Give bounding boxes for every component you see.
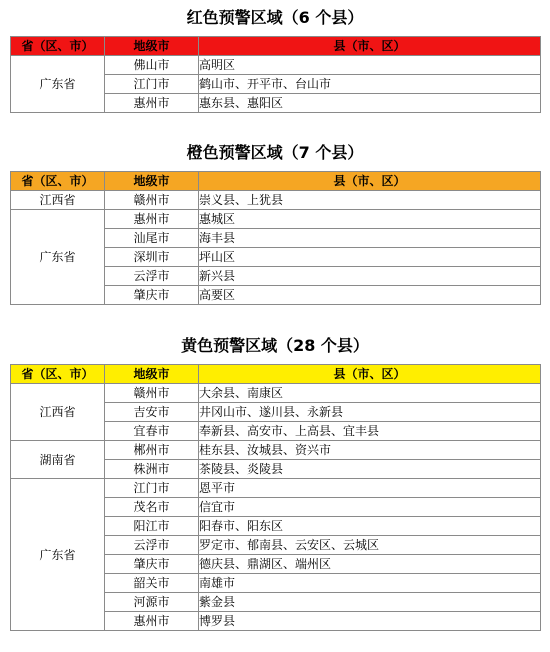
city-cell: 云浮市 [105,536,199,555]
county-cell: 崇义县、上犹县 [199,191,541,210]
city-cell: 赣州市 [105,191,199,210]
header-county: 县（市、区） [199,172,541,191]
city-cell: 肇庆市 [105,555,199,574]
county-cell: 惠城区 [199,210,541,229]
red-warning-table [10,36,541,113]
city-cell: 茂名市 [105,498,199,517]
header-city: 地级市 [105,37,199,56]
header-county: 县（市、区） [199,365,541,384]
province-cell: 广东省 [11,56,105,113]
county-cell: 茶陵县、炎陵县 [199,460,541,479]
header-province: 省（区、市） [11,37,105,56]
red-section-title: 红色预警区域（6 个县） [186,8,364,27]
city-cell: 宜春市 [105,422,199,441]
county-cell: 新兴县 [199,267,541,286]
province-cell: 江西省 [11,384,105,441]
header-county: 县（市、区） [199,37,541,56]
county-cell: 恩平市 [199,479,541,498]
city-cell: 云浮市 [105,267,199,286]
city-cell: 深圳市 [105,248,199,267]
city-cell: 肇庆市 [105,286,199,305]
county-cell: 阳春市、阳东区 [199,517,541,536]
city-cell: 河源市 [105,593,199,612]
table-header-row [11,172,541,191]
table-row [11,384,541,403]
city-cell: 株洲市 [105,460,199,479]
county-cell: 海丰县 [199,229,541,248]
county-cell: 紫金县 [199,593,541,612]
table-header-row [11,365,541,384]
province-cell: 广东省 [11,479,105,631]
city-cell: 吉安市 [105,403,199,422]
city-cell: 江门市 [105,479,199,498]
header-province: 省（区、市） [11,172,105,191]
table-row [11,441,541,460]
county-cell: 坪山区 [199,248,541,267]
table-header-row [11,37,541,56]
county-cell: 高明区 [199,56,541,75]
city-cell: 惠州市 [105,612,199,631]
orange-section-title: 橙色预警区域（7 个县） [186,143,364,162]
city-cell: 郴州市 [105,441,199,460]
header-city: 地级市 [105,172,199,191]
table-row [11,479,541,498]
city-cell: 江门市 [105,75,199,94]
county-cell: 德庆县、鼎湖区、端州区 [199,555,541,574]
city-cell: 韶关市 [105,574,199,593]
table-row [11,191,541,210]
table-row [11,210,541,229]
county-cell: 南雄市 [199,574,541,593]
county-cell: 大余县、南康区 [199,384,541,403]
header-province: 省（区、市） [11,365,105,384]
yellow-section-title: 黄色预警区域（28 个县） [181,336,369,355]
city-cell: 汕尾市 [105,229,199,248]
city-cell: 惠州市 [105,94,199,113]
county-cell: 惠东县、惠阳区 [199,94,541,113]
province-cell: 湖南省 [11,441,105,479]
table-row [11,56,541,75]
county-cell: 井冈山市、遂川县、永新县 [199,403,541,422]
yellow-warning-table [10,364,541,631]
province-cell: 广东省 [11,210,105,305]
header-city: 地级市 [105,365,199,384]
city-cell: 阳江市 [105,517,199,536]
orange-warning-table [10,171,541,305]
county-cell: 鹤山市、开平市、台山市 [199,75,541,94]
county-cell: 桂东县、汝城县、资兴市 [199,441,541,460]
city-cell: 赣州市 [105,384,199,403]
county-cell: 奉新县、高安市、上高县、宜丰县 [199,422,541,441]
county-cell: 信宜市 [199,498,541,517]
city-cell: 佛山市 [105,56,199,75]
county-cell: 罗定市、郁南县、云安区、云城区 [199,536,541,555]
county-cell: 高要区 [199,286,541,305]
province-cell: 江西省 [11,191,105,210]
county-cell: 博罗县 [199,612,541,631]
city-cell: 惠州市 [105,210,199,229]
